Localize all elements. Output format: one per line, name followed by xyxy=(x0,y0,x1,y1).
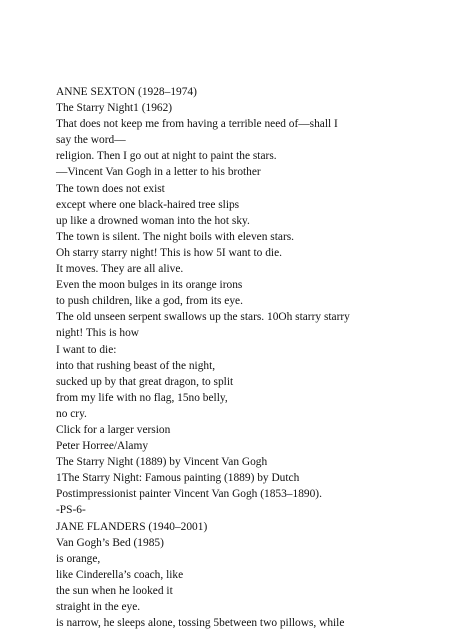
author-heading-sexton: ANNE SEXTON (1928–1974) xyxy=(56,86,197,98)
poem-line: from my life with no flag, 15no belly, xyxy=(56,391,228,404)
poem-line: It moves. They are all alive. xyxy=(56,263,184,276)
footnote-line: Postimpressionist painter Vincent Van Gogh (1853–1890). xyxy=(56,488,322,501)
poem-line: except where one black-haired tree slips xyxy=(56,198,240,211)
poem-line: Even the moon bulges in its orange irons xyxy=(56,279,243,292)
poem-title-starry-night: The Starry Night1 (1962) xyxy=(56,102,173,115)
poem-line: I want to die: xyxy=(56,343,117,356)
footnote-line: 1The Starry Night: Famous painting (1889) by Dutch xyxy=(56,472,300,485)
page-marker: -PS-6- xyxy=(56,504,86,517)
poem-line: the sun when he looked it xyxy=(56,584,173,597)
poem-line: up like a drowned woman into the hot sky. xyxy=(56,214,250,227)
epigraph-line: say the word— xyxy=(56,134,126,147)
poem-line: Oh starry starry night! This is how 5I want to die. xyxy=(56,246,282,259)
poem-line: is orange, xyxy=(56,552,101,565)
image-caption: The Starry Night (1889) by Vincent Van Gogh xyxy=(56,456,268,469)
poem-line: night! This is how xyxy=(56,327,140,340)
poem-line: The old unseen serpent swallows up the stars. 10Oh starry starry xyxy=(56,311,350,324)
epigraph-attribution: —Vincent Van Gogh in a letter to his brother xyxy=(56,166,261,179)
poem-line: straight in the eye. xyxy=(56,601,141,613)
epigraph-line: religion. Then I go out at night to paint the stars. xyxy=(56,150,277,163)
image-credit: Peter Horree/Alamy xyxy=(56,440,149,453)
poem-line: to push children, like a god, from its eye. xyxy=(56,295,243,308)
image-caption-link: Click for a larger version xyxy=(56,423,171,436)
poem-line: sucked up by that great dragon, to split xyxy=(56,375,234,388)
poem-line: like Cinderella’s coach, like xyxy=(56,568,184,581)
epigraph-line: That does not keep me from having a terrible need of—shall I xyxy=(56,118,338,131)
author-heading-flanders: JANE FLANDERS (1940–2001) xyxy=(56,520,208,533)
poem-line: The town does not exist xyxy=(56,182,165,195)
poem-title-van-goghs-bed: Van Gogh’s Bed (1985) xyxy=(56,536,164,549)
poem-line: no cry. xyxy=(56,407,87,420)
document-text xyxy=(56,84,436,631)
poem-line: is narrow, he sleeps alone, tossing 5between two pillows, while xyxy=(56,617,345,630)
poem-line: The town is silent. The night boils with eleven stars. xyxy=(56,230,295,243)
poem-line: into that rushing beast of the night, xyxy=(56,359,216,372)
